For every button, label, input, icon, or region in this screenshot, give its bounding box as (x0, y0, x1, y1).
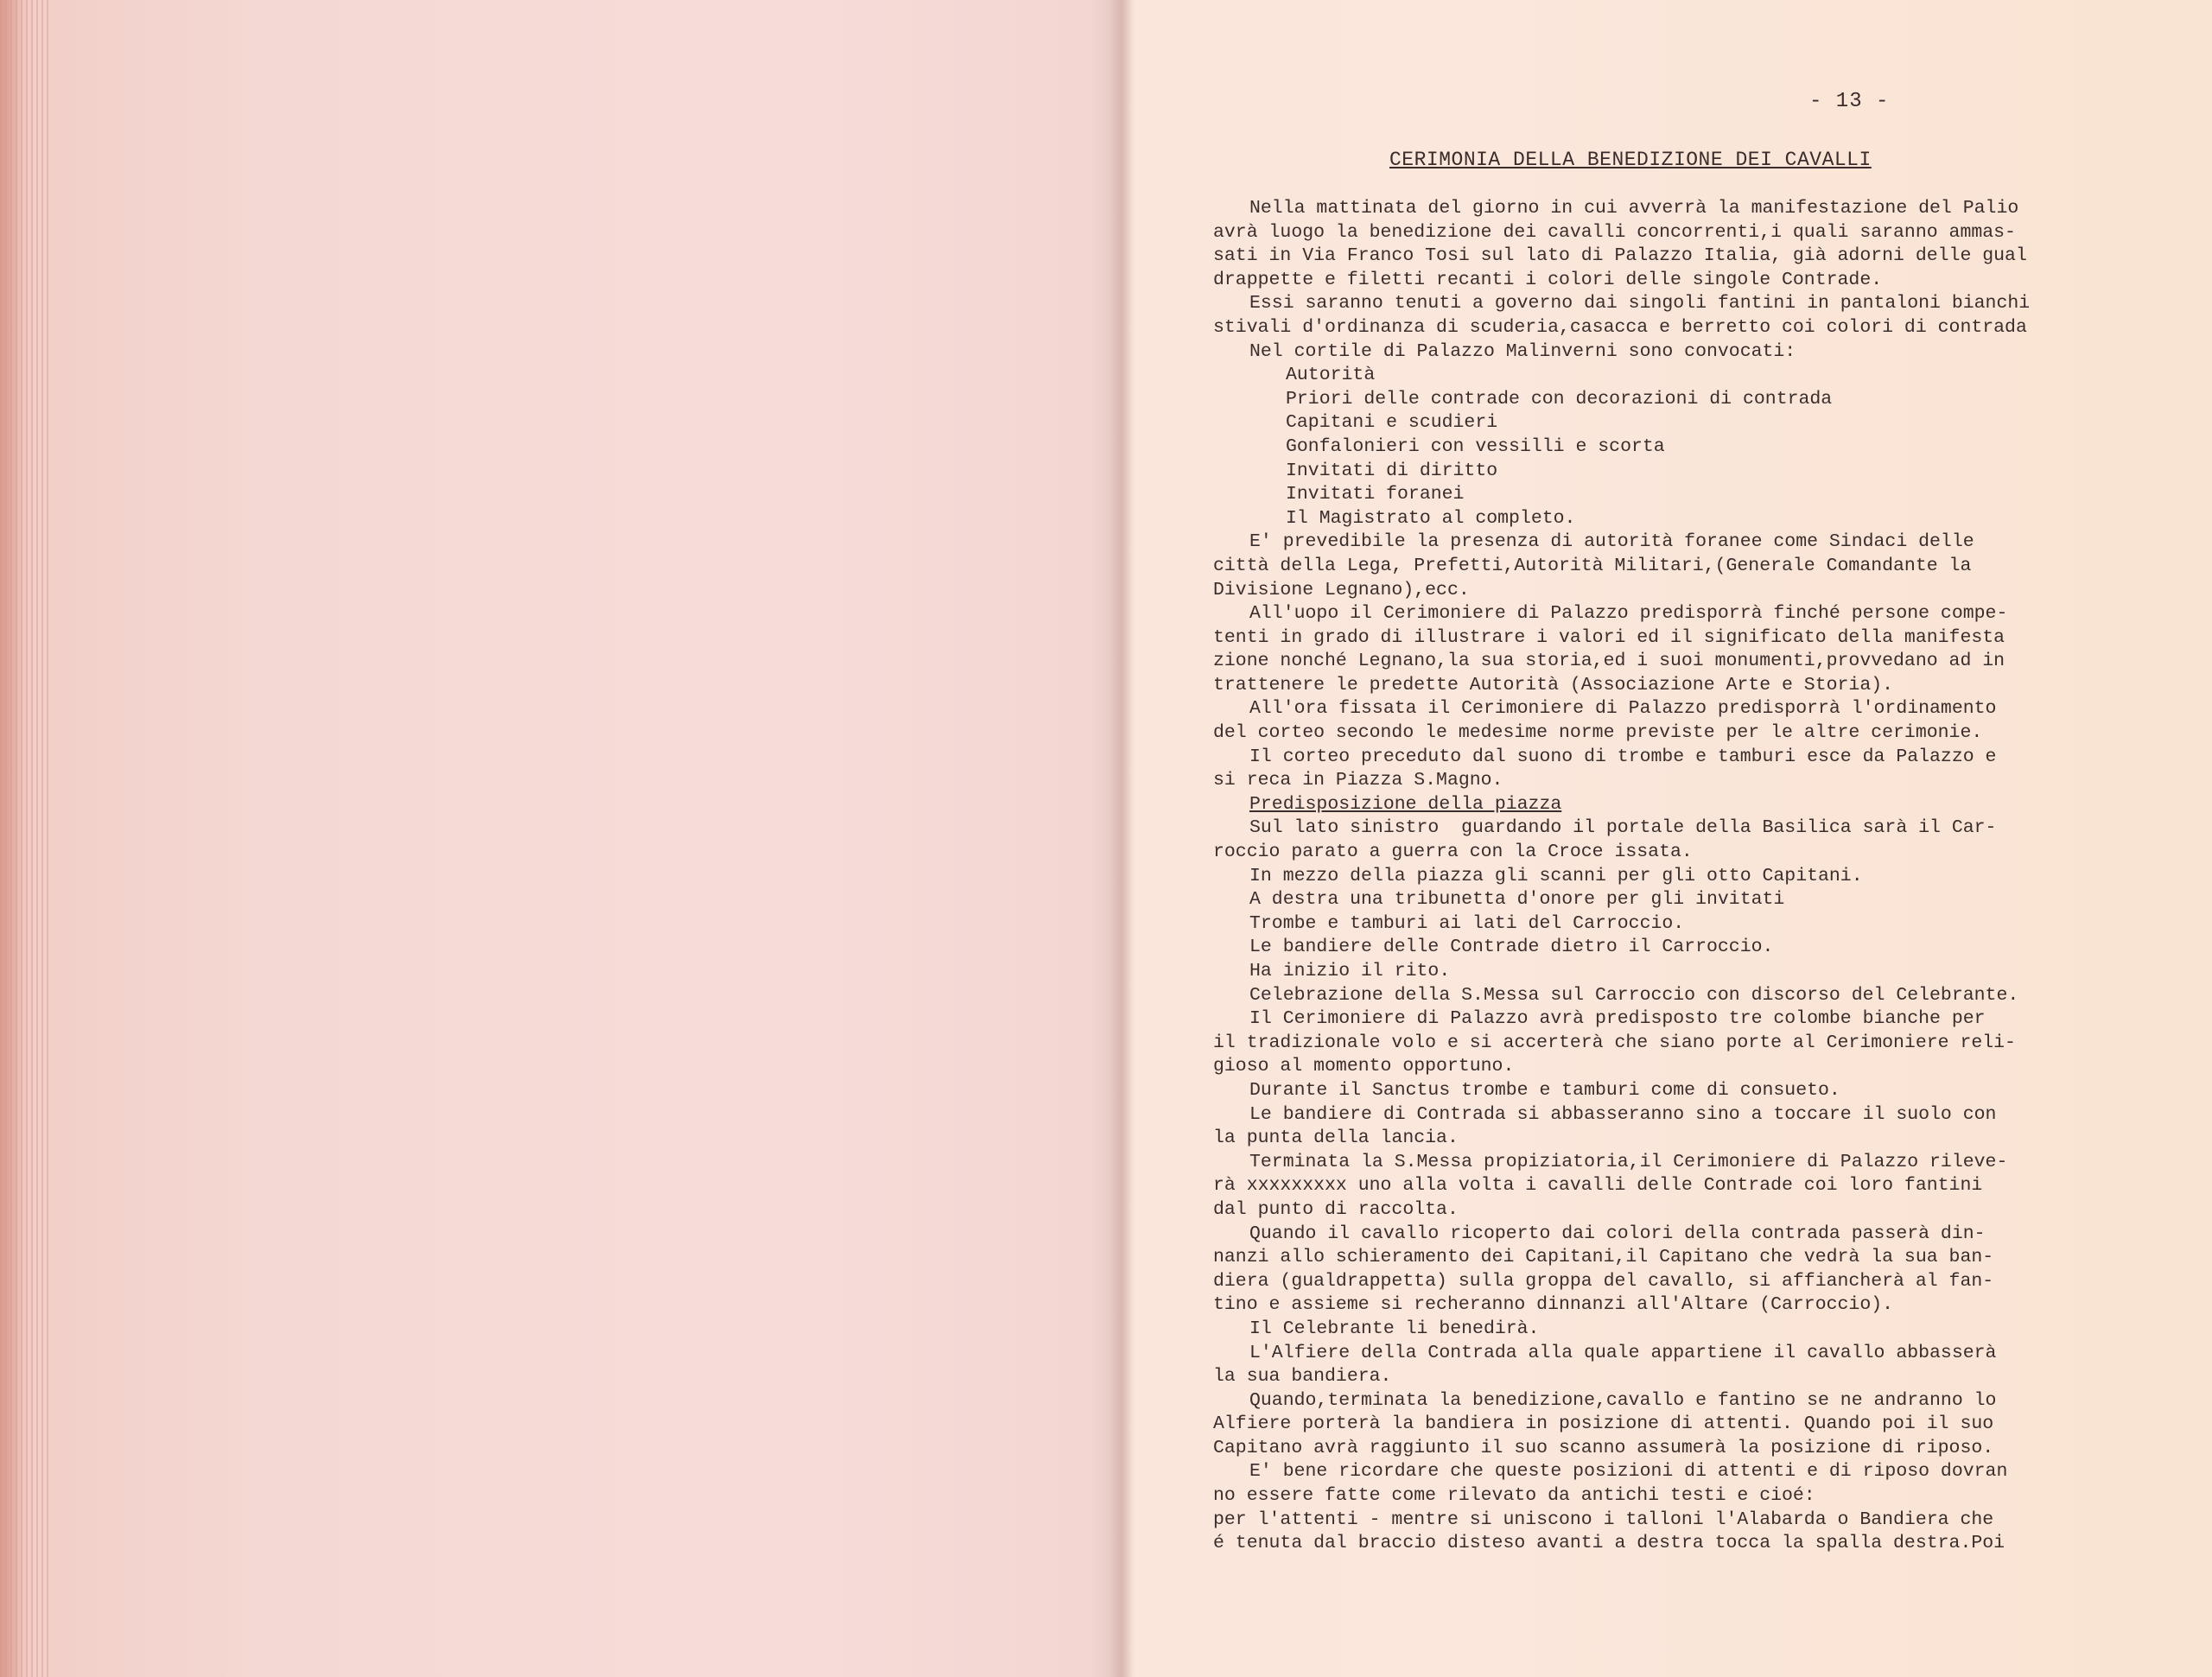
text-line: Sul lato sinistro guardando il portale della Basilica sarà il Car- (1249, 817, 1997, 839)
page-number: - 13 - (1809, 90, 1890, 113)
text-line: zione nonché Legnano,la sua storia,ed i suoi monumenti,provvedano ad in (1213, 651, 2005, 672)
text-line: é tenuta dal braccio disteso avanti a destra tocca la spalla destra.Poi (1213, 1533, 2005, 1554)
text-line: Invitati di diritto (1286, 460, 1498, 481)
text-line: città della Lega, Prefetti,Autorità Militari,(Generale Comandante la (1213, 555, 1972, 576)
text-line: trattenere le predette Autorità (Associazione Arte e Storia). (1213, 674, 1894, 696)
text-line: Trombe e tamburi ai lati del Carroccio. (1249, 912, 1685, 934)
text-line: no essere fatte come rilevato da antichi testi e cioé: (1213, 1485, 1815, 1507)
text-line: Capitano avrà raggiunto il suo scanno assumerà la posizione di riposo. (1213, 1437, 1994, 1458)
text-line: Autorità (1286, 365, 1376, 386)
text-line: Gonfalonieri con vessilli e scorta (1286, 435, 1665, 457)
text-line: si reca in Piazza S.Magno. (1213, 770, 1503, 791)
text-line: rà xxxxxxxxx uno alla volta i cavalli delle Contrade coi loro fantini (1213, 1175, 1983, 1197)
text-line: avrà luogo la benedizione dei cavalli concorrenti,i quali saranno ammas- (1213, 221, 2016, 243)
text-line: la sua bandiera. (1213, 1366, 1392, 1388)
text-line: Divisione Legnano),ecc. (1213, 579, 1470, 600)
section-title: CERIMONIA DELLA BENEDIZIONE DEI CAVALLI (1389, 149, 1872, 171)
body-text (1213, 197, 2129, 1556)
text-line: Celebrazione della S.Messa sul Carroccio con discorso del Celebrante. (1249, 984, 2019, 1006)
text-line: dal punto di raccolta. (1213, 1198, 1459, 1220)
text-line: Quando,terminata la benedizione,cavallo e fantino se ne andranno lo (1249, 1389, 1997, 1411)
text-line: per l'attenti - mentre si uniscono i talloni l'Alabarda o Bandiera che (1213, 1509, 1994, 1530)
text-line: Quando il cavallo ricoperto dai colori della contrada passerà din- (1249, 1223, 1986, 1244)
text-line: In mezzo della piazza gli scanni per gli otto Capitani. (1249, 865, 1863, 886)
text-line: roccio parato a guerra con la Croce issata. (1213, 842, 1693, 863)
text-line: L'Alfiere della Contrada alla quale appartiene il cavallo abbasserà (1249, 1342, 1997, 1363)
text-line: A destra una tribunetta d'onore per gli invitati (1249, 889, 1785, 911)
text-line: Ha inizio il rito. (1249, 961, 1451, 981)
text-line: Nel cortile di Palazzo Malinverni sono convocati: (1249, 340, 1796, 362)
text-line: Il corteo preceduto dal suono di trombe e tamburi esce da Palazzo e (1249, 746, 1997, 767)
text-line: Le bandiere di Contrada si abbasseranno sino a toccare il suolo con (1249, 1103, 1997, 1125)
text-line: nanzi allo schieramento dei Capitani,il Capitano che vedrà la sua ban- (1213, 1247, 1994, 1268)
text-line: All'ora fissata il Cerimoniere di Palazzo predisporrà l'ordinamento (1249, 698, 1997, 720)
text-line: del corteo secondo le medesime norme previste per le altre cerimonie. (1213, 722, 1983, 744)
text-line: Terminata la S.Messa propiziatoria,il Cerimoniere di Palazzo rileve- (1249, 1151, 2008, 1172)
text-line: Il Magistrato al completo. (1286, 507, 1576, 529)
text-line: Durante il Sanctus trombe e tamburi come di consueto. (1249, 1079, 1840, 1101)
text-line: Le bandiere delle Contrade dietro il Carroccio. (1249, 937, 1774, 958)
text-line: Predisposizione della piazza (1249, 793, 1562, 815)
text-line: tenti in grado di illustrare i valori ed il significato della manifesta (1213, 626, 2005, 648)
text-line: stivali d'ordinanza di scuderia,casacca e berretto coi colori di contrada (1213, 316, 2027, 338)
text-line: drappette e filetti recanti i colori delle singole Contrade. (1213, 269, 1883, 290)
text-line: Alfiere porterà la bandiera in posizione di attenti. Quando poi il suo (1213, 1413, 1994, 1435)
text-line: E' bene ricordare che queste posizioni di attenti e di riposo dovran (1249, 1461, 2008, 1483)
text-line: tino e assieme si recheranno dinnanzi all'Altare (Carroccio). (1213, 1294, 1894, 1316)
text-line: gioso al momento opportuno. (1213, 1056, 1515, 1077)
text-line: E' prevedibile la presenza di autorità foranee come Sindaci delle (1249, 531, 1974, 553)
text-line: Capitani e scudieri (1286, 412, 1498, 434)
page-edge-shadow (0, 0, 22, 1677)
text-line: All'uopo il Cerimoniere di Palazzo predisporrà finché persone compe- (1249, 603, 2008, 625)
text-line: Invitati foranei (1286, 484, 1465, 505)
text-line: sati in Via Franco Tosi sul lato di Palazzo Italia, già adorni delle gual (1213, 245, 2027, 267)
text-line: Il Celebrante li benedirà. (1249, 1318, 1540, 1339)
text-line: Priori delle contrade con decorazioni di contrada (1286, 388, 1833, 410)
text-line: Essi saranno tenuti a governo dai singoli fantini in pantaloni bianchi (1249, 293, 2031, 314)
text-line: la punta della lancia. (1213, 1128, 1459, 1149)
text-line: Nella mattinata del giorno in cui avverrà la manifestazione del Palio (1249, 198, 2019, 219)
text-line: diera (gualdrappetta) sulla groppa del cavallo, si affiancherà al fan- (1213, 1270, 1994, 1292)
text-line: il tradizionale volo e si accerterà che siano porte al Cerimoniere reli- (1213, 1032, 2016, 1053)
text-line: Il Cerimoniere di Palazzo avrà predisposto tre colombe bianche per (1249, 1008, 1986, 1030)
